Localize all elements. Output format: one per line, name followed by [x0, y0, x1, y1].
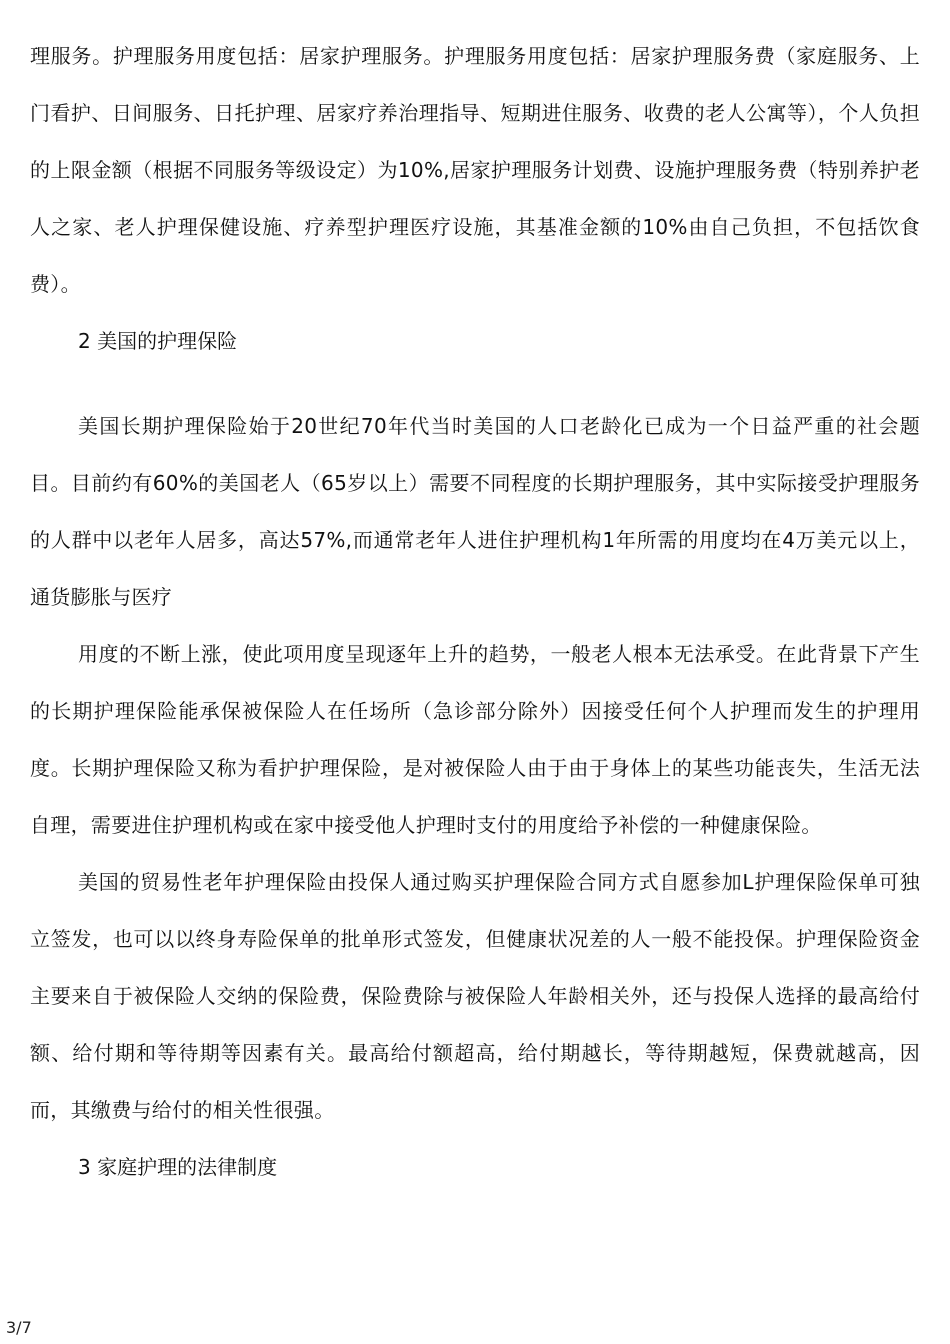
paragraph-commercial-ltc: 美国的贸易性老年护理保险由投保人通过购买护理保险合同方式自愿参加L护理保险保单可独立签发，也可以以终身寿险保单的批单形式签发，但健康状况差的人一般不能投保。护理保险资金主要来自于被保险人交纳的保险费，保险费除与被保险人年龄相关外，还与投保人选择的最高给付额、给付期和等待期等因素有关。最高给付额超高，给付期越长，等待期越短，保费就越高，因而，其缴费与给付的相关性很强。: [30, 870, 920, 1122]
paragraph-ltc-definition: 用度的不断上涨，使此项用度呈现逐年上升的趋势，一般老人根本无法承受。在此背景下产生的长期护理保险能承保被保险人在任场所（急诊部分除外）因接受任何个人护理而发生的护理用度。长期护理保险又称为看护护理保险，是对被保险人由于由于身体上的某些功能丧失，生活无法自理，需要进住护理机构或在家中接受他人护理时支付的用度给予补偿的一种健康保险。: [30, 642, 920, 837]
section-heading-home-care-law: 3 家庭护理的法律制度: [78, 1155, 278, 1179]
document-page: [30, 28, 920, 1196]
paragraph-us-ltc-history: 美国长期护理保险始于20世纪70年代当时美国的人口老龄化已成为一个日益严重的社会题目。目前约有60%的美国老人（65岁以上）需要不同程度的长期护理服务，其中实际接受护理服务的人群中以老年人居多，高达57%,而通常老年人进住护理机构1年所需的用度均在4万美元以上，通货膨胀与医疗: [30, 414, 920, 609]
paragraph-care-service-fees: 理服务。护理服务用度包括：居家护理服务。护理服务用度包括：居家护理服务费（家庭服务、上门看护、日间服务、日托护理、居家疗养治理指导、短期进住服务、收费的老人公寓等），个人负担的上限金额（根据不同服务等级设定）为10%,居家护理服务计划费、设施护理服务费（特别养护老人之家、老人护理保健设施、疗养型护理医疗设施，其基准金额的10%由自己负担，不包括饮食费）。: [30, 44, 920, 296]
page-number: 3/7: [6, 1318, 32, 1337]
section-heading-us-care-insurance: 2 美国的护理保险: [78, 329, 238, 353]
